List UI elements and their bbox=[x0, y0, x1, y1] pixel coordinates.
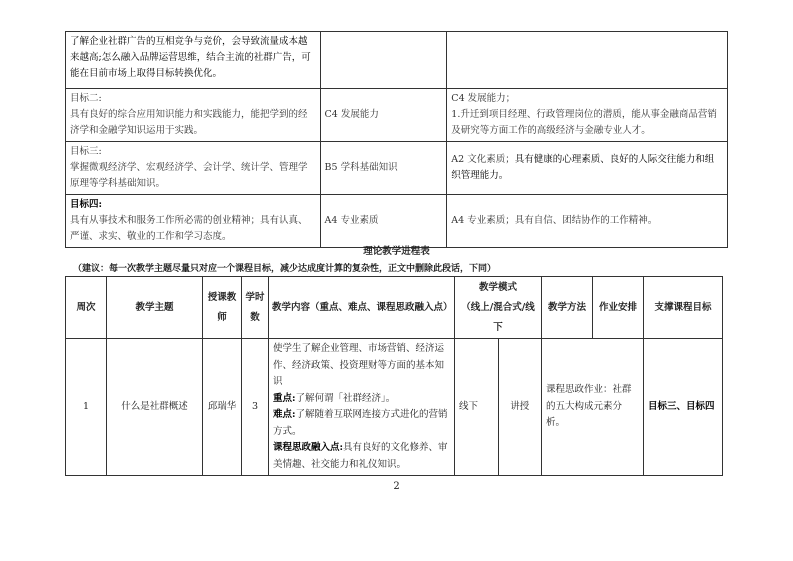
content-cell bbox=[269, 339, 455, 476]
section-title: 理论教学进程表 bbox=[363, 246, 430, 257]
goal-title: 目标四: bbox=[70, 199, 103, 210]
goal-title: 目标二: bbox=[70, 93, 102, 104]
ideology-point bbox=[273, 440, 450, 473]
goal-cell: 目标三、目标四 bbox=[644, 339, 723, 476]
table-row bbox=[66, 32, 728, 89]
goal-text: 具有从事技术和服务工作所必需的创业精神；具有认真、严谨、求实、敬业的工作和学习态度。 bbox=[70, 215, 308, 242]
goal-title: 目标三: bbox=[70, 146, 102, 157]
header-mode-sub: （线上/混合式/线下 bbox=[461, 301, 535, 333]
difficulty-text: 了解随着互联网连接方式进化的营销方式。 bbox=[273, 409, 448, 437]
header-method: 教学方法 bbox=[542, 277, 593, 339]
detail-title: A4 专业素质； bbox=[451, 215, 515, 226]
detail-text: 具有自信、团结协作的工作精神。 bbox=[514, 215, 658, 226]
difficulty-label: 难点: bbox=[273, 409, 296, 420]
detail-cell bbox=[447, 89, 728, 142]
detail-title: A2 文化素质； bbox=[451, 154, 515, 165]
difficulty-point bbox=[273, 407, 450, 440]
curriculum-goal-table bbox=[65, 31, 728, 248]
detail-title: C4 发展能力； bbox=[451, 93, 516, 104]
header-mode bbox=[455, 277, 542, 339]
goal-text: 掌握微观经济学、宏观经济学、会计学、统计学、管理学原理等学科基础知识。 bbox=[70, 162, 308, 189]
goal-cell bbox=[66, 32, 321, 89]
key-text: 了解何谓「社群经济」。 bbox=[295, 392, 396, 404]
ideology-label: 课程思政融入点: bbox=[273, 442, 344, 453]
teacher-cell: 邱瑞华 bbox=[203, 339, 242, 476]
key-label: 重点: bbox=[273, 392, 296, 404]
ideology-text: 具有良好的文化修养、审美情趣、社交能力和礼仪知识。 bbox=[273, 442, 448, 470]
content-intro: 使学生了解企业管理、市场营销、经济运作、经济政策、投资理财等方面的基本知识 bbox=[273, 343, 445, 387]
detail-cell bbox=[447, 195, 728, 248]
goal-cell bbox=[66, 195, 321, 248]
header-homework: 作业安排 bbox=[593, 277, 644, 339]
detail-cell bbox=[447, 32, 728, 89]
goal-cell bbox=[66, 89, 321, 142]
ability-cell: A4 专业素质 bbox=[320, 195, 447, 248]
header-content: 教学内容（重点、难点、课程思政融入点） bbox=[269, 277, 455, 339]
goal-cell bbox=[66, 142, 321, 195]
goal-text: 具有良好的综合应用知识能力和实践能力，能把学到的经济学和金融学知识运用于实践。 bbox=[70, 109, 308, 136]
key-point bbox=[273, 391, 450, 408]
week-cell: 1 bbox=[66, 339, 107, 476]
instruction-note: （建议：每一次教学主题尽量只对应一个课程目标，减少达成度计算的复杂性，正文中删除此段话，下同） bbox=[73, 264, 497, 274]
detail-cell bbox=[447, 142, 728, 195]
header-teacher: 授课教师 bbox=[203, 277, 242, 339]
mode-cell: 线下 bbox=[455, 339, 499, 476]
detail-text: 1.升迁到项目经理、行政管理岗位的潜质，能从事金融商品营销及研究等方面工作的高级经济与金融专业人才。 bbox=[451, 109, 717, 136]
table-row bbox=[66, 89, 728, 142]
table-row bbox=[66, 142, 728, 195]
homework-cell: 课程思政作业：社群的五大构成元素分析。 bbox=[542, 339, 644, 476]
header-topic: 教学主题 bbox=[107, 277, 203, 339]
ability-cell: C4 发展能力 bbox=[320, 89, 447, 142]
method-cell: 讲授 bbox=[498, 339, 542, 476]
header-row bbox=[66, 277, 723, 339]
header-hours: 学时数 bbox=[242, 277, 269, 339]
header-goal: 支撑课程目标 bbox=[644, 277, 723, 339]
table-row bbox=[66, 339, 723, 476]
detail-text: 具有健康的心理素质、良好的人际交往能力和组织管理能力。 bbox=[451, 154, 715, 181]
table-row bbox=[66, 195, 728, 248]
hours-cell: 3 bbox=[242, 339, 269, 476]
ability-cell: B5 学科基础知识 bbox=[320, 142, 447, 195]
header-mode-title: 教学模式 bbox=[478, 281, 517, 293]
goal-text: 了解企业社群广告的互相竞争与竞价，会导致流量成本越来越高;怎么融入品牌运营思维，结合主流的社群广告，可能在目前市场上取得目标转换优化。 bbox=[70, 36, 311, 79]
teaching-schedule-table bbox=[65, 276, 723, 476]
page-number: 2 bbox=[393, 481, 400, 492]
header-week: 周次 bbox=[66, 277, 107, 339]
topic-cell: 什么是社群概述 bbox=[107, 339, 203, 476]
ability-cell bbox=[320, 32, 447, 89]
